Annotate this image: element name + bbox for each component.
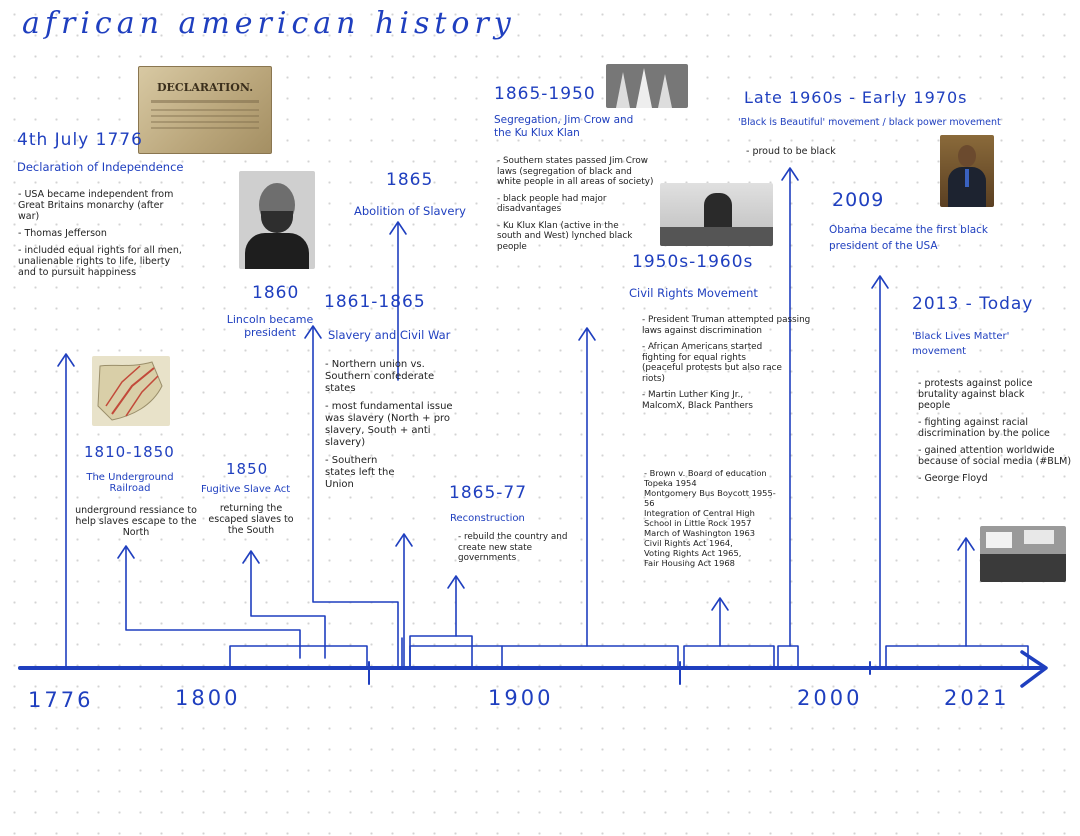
civilwar-notes (325, 359, 457, 497)
underground-railroad-map-image (92, 356, 170, 426)
span-blm (886, 646, 1028, 668)
blm-heading: 'Black Lives Matter' movement (912, 331, 1010, 357)
independence-notes (18, 189, 186, 284)
blm-note-3: - gained attention worldwide because of social media (#BLM) (918, 445, 1072, 467)
civilrights-landmarks (644, 468, 784, 568)
blackpower-heading: 'Black is Beautiful' movement / black power movement (738, 117, 1001, 128)
span-segregation (410, 646, 678, 668)
axis-year-1900: 1900 (488, 686, 554, 710)
obama-heading: Obama became the first black president of the USA (829, 224, 989, 252)
civilrights-landmark-7: Fair Housing Act 1968 (644, 558, 735, 568)
independence-note-3: - included equal rights for all men, unalienable rights to life, liberty and to pursuit happiness (18, 245, 182, 278)
obama-portrait-image (940, 135, 994, 207)
segregation-note-3: - Ku Klux Klan (active in the south and West) lynched black people (497, 220, 633, 252)
axis-year-1800: 1800 (175, 686, 241, 710)
span-civilrights (684, 646, 774, 668)
declaration-image-caption: DECLARATION. (156, 81, 254, 94)
underground-heading: The Underground Railroad (86, 472, 174, 494)
mlk-speech-image (660, 183, 773, 246)
span-blackpower (778, 646, 798, 668)
civilrights-note-3: - Martin Luther King Jr., MalcomX, Black Panthers (642, 390, 753, 411)
lincoln-heading: Lincoln became president (226, 313, 314, 339)
fugitive-date: 1850 (226, 460, 269, 478)
civilrights-landmark-1: - Brown v. Board of education Topeka 1954 (644, 468, 767, 488)
underground-date: 1810-1850 (84, 443, 175, 461)
underground-note: underground ressiance to help slaves escape to the North (75, 505, 197, 538)
fugitive-note: returning the escaped slaves to the South (208, 503, 294, 536)
independence-heading: Declaration of Independence (17, 160, 184, 174)
civilwar-note-1: - Northern union vs. Southern confederate states (325, 359, 435, 394)
blm-date: 2013 - Today (912, 294, 1034, 314)
fugitive-heading: Fugitive Slave Act (201, 484, 291, 495)
segregation-note-1: - Southern states passed Jim Crow laws (segregation of black and white people in all areas of society) (497, 156, 654, 187)
civilrights-notes (642, 315, 832, 417)
arrow-fugitive (251, 553, 325, 658)
span-reconstruction (410, 636, 472, 668)
klan-image (606, 64, 688, 108)
abolition-heading: Abolition of Slavery (354, 204, 466, 218)
lincoln-date: 1860 (252, 283, 300, 303)
lincoln-portrait-image (239, 171, 315, 269)
segregation-date: 1865-1950 (494, 84, 596, 104)
axis-year-2021: 2021 (944, 686, 1010, 710)
segregation-notes (497, 156, 657, 258)
independence-note-2: - Thomas Jefferson (18, 228, 107, 239)
axis-year-2000: 2000 (797, 686, 863, 710)
axis-year-1776: 1776 (28, 688, 94, 712)
obama-date: 2009 (832, 189, 885, 211)
civilrights-heading: Civil Rights Movement (629, 286, 758, 300)
blm-note-4: - George Floyd (918, 473, 988, 484)
civilrights-landmark-5: Civil Rights Act 1964, (644, 538, 733, 548)
civilrights-landmark-6: Voting Rights Act 1965, (644, 548, 742, 558)
reconstruction-note: - rebuild the country and create new state governments (458, 532, 568, 563)
civilwar-note-3: - Southern states left the Union (325, 455, 395, 490)
independence-note-1: - USA became independent from Great Britains monarchy (after war) (18, 189, 174, 222)
page-title: african american history (22, 6, 516, 41)
civilrights-landmark-2: Montgomery Bus Boycott 1955-56 (644, 488, 776, 508)
civilwar-note-2: - most fundamental issue was slavery (North + pro slavery, South + anti slavery) (325, 401, 453, 448)
blm-note-1: - protests against police brutality against black people (918, 378, 1033, 411)
independence-date: 4th July 1776 (17, 130, 143, 150)
abolition-date: 1865 (386, 170, 434, 190)
reconstruction-date: 1865-77 (449, 483, 528, 503)
segregation-note-2: - black people had major disadvantages (497, 193, 607, 214)
span-underground (230, 646, 367, 668)
blackpower-date: Late 1960s - Early 1970s (744, 88, 968, 107)
segregation-heading: Segregation, Jim Crow and the Ku Klux Klan (494, 114, 634, 139)
civilrights-landmark-3: Integration of Central High School in Little Rock 1957 (644, 508, 755, 528)
reconstruction-heading: Reconstruction (450, 513, 525, 524)
civilwar-date: 1861-1865 (324, 292, 426, 312)
civilrights-landmark-4: March of Washington 1963 (644, 528, 756, 538)
declaration-image (138, 66, 272, 154)
civilrights-note-2: - African Americans started fighting for equal rights (peaceful protests but also race riots) (642, 342, 782, 384)
blm-note-2: - fighting against racial discrimination by the police (918, 417, 1050, 439)
blackpower-note: - proud to be black (746, 146, 836, 157)
blm-notes (918, 378, 1076, 490)
civilrights-date: 1950s-1960s (632, 252, 754, 272)
civilrights-note-1: - President Truman attempted passing laws against discrimination (642, 315, 811, 336)
blm-protest-image (980, 526, 1066, 582)
arrow-underground (126, 548, 300, 658)
civilwar-heading: Slavery and Civil War (328, 328, 451, 342)
